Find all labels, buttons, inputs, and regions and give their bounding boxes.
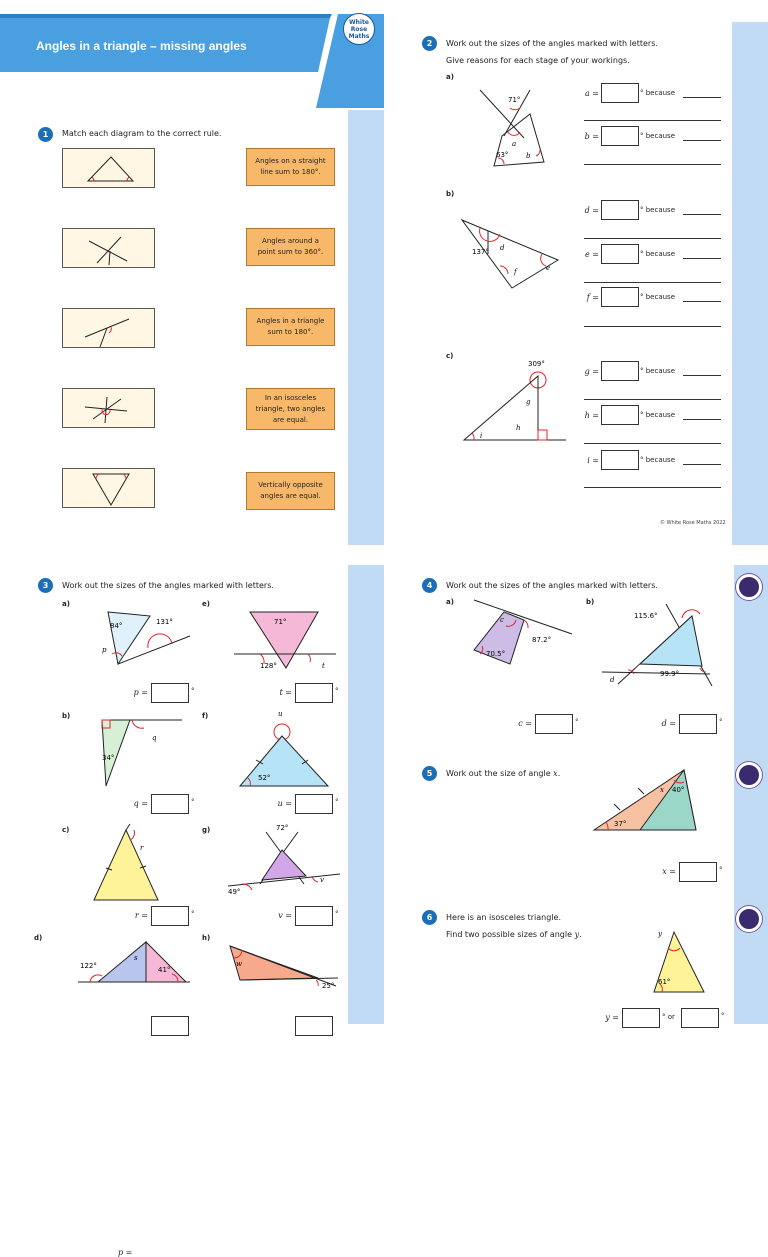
sidebar-page-2 (732, 22, 768, 545)
q2a-label-63: 63° (496, 151, 509, 159)
q5-label-x: x (660, 786, 664, 794)
q3-part-a: a) (62, 600, 70, 608)
q3-part-e: e) (202, 600, 210, 608)
q4a-label-70: 70.5° (486, 650, 506, 658)
q1-rule-2[interactable] (246, 228, 335, 266)
q6-diagram (648, 920, 718, 1000)
q3-answer-p-deg: ° (191, 687, 195, 695)
q3-answer-u-box[interactable] (295, 794, 333, 814)
thinking-icon-1 (736, 574, 762, 600)
q3f-label-52: 52° (258, 774, 271, 782)
q3-part-f: f) (202, 712, 209, 720)
q5-instruction (446, 768, 560, 779)
q4-answer-c-deg: ° (575, 718, 579, 726)
q2-answer-g-line-2 (584, 399, 721, 400)
q3f-label-u: u (278, 710, 283, 718)
q3a-label-84: 84° (110, 622, 123, 630)
q2-answer-f-line (683, 301, 721, 302)
q2-answer-a-box[interactable] (601, 83, 639, 103)
sidebar-page-4-fill (734, 565, 768, 1024)
q3-answer-q-text: q = (133, 799, 148, 808)
title-banner (0, 14, 384, 114)
q6-label-61: 61° (658, 978, 671, 986)
q2b-diagram (460, 214, 570, 294)
q3-answer-t-text: t = (279, 688, 292, 697)
q3-number: 3 (38, 578, 53, 593)
q2-answer-a-line (683, 97, 721, 98)
q2-answer-b-because: ° because (640, 132, 676, 140)
q4-number: 4 (422, 578, 437, 593)
q3-answer-t-deg: ° (335, 687, 339, 695)
rule-1-line-2: line sum to 180°. (260, 168, 321, 176)
logo-line-3: Maths (348, 33, 370, 40)
q6-answer-deg: ° (721, 1012, 725, 1020)
q2-answer-e-box[interactable] (601, 244, 639, 264)
q2b-label-f: f (514, 268, 517, 276)
q3-answer-p-box[interactable] (151, 683, 189, 703)
q2b-label-d: d (500, 244, 505, 252)
q3h-label-w: w (236, 960, 242, 968)
q3-answer-q-box[interactable] (151, 794, 189, 814)
q2-answer-i-label: i = (587, 456, 599, 465)
q2b-label-e: e (546, 264, 551, 272)
rule-3-line-2: sum to 180°. (267, 328, 314, 336)
q6-instruction-2 (446, 929, 582, 940)
q3b-label-q: q (152, 734, 157, 742)
q2-instruction-2: Give reasons for each stage of your workings. (446, 56, 630, 65)
q2-answer-e-line (683, 258, 721, 259)
q5-number: 5 (422, 766, 437, 781)
q2-number: 2 (422, 36, 437, 51)
q4-part-a: a) (446, 598, 454, 606)
vertically-opposite-diagram (63, 389, 156, 429)
q1-rule-3[interactable] (246, 308, 335, 346)
q4-part-b: b) (586, 598, 595, 606)
q2-answer-e-line-2 (584, 282, 721, 283)
q6-instruction-2-prefix: Find two possible sizes of angle (446, 930, 575, 939)
q6-answer-box-1[interactable] (622, 1008, 660, 1028)
q2-answer-f-box[interactable] (601, 287, 639, 307)
logo-line-2: Rose (350, 26, 368, 33)
logo-line-1: White (349, 19, 369, 26)
q3g-label-72: 72° (276, 824, 289, 832)
q5-label-40: 40° (672, 786, 685, 794)
q2-answer-e-label: e = (585, 250, 599, 259)
q5-answer-box[interactable] (679, 862, 717, 882)
rule-4-line-2: triangle, two angles (255, 404, 326, 413)
q2-answer-a-because: ° because (640, 89, 676, 97)
q3-answer-v-box[interactable] (295, 906, 333, 926)
q3e-label-t: t (322, 662, 325, 670)
q1-diagram-1[interactable] (62, 148, 155, 188)
page-title: Angles in a triangle – missing angles (36, 39, 247, 53)
q2c-label-h: h (516, 424, 521, 432)
q2-part-c: c) (446, 352, 454, 360)
q3-answer-q-deg: ° (191, 798, 195, 806)
q2-answer-g-label: g = (584, 367, 599, 376)
q3f-diagram (236, 708, 336, 792)
q2-answer-a-line-2 (584, 120, 721, 121)
q3h-label-25: 25° (322, 982, 335, 990)
q2-answer-e-because: ° because (640, 250, 676, 258)
q2-answer-g-because: ° because (640, 367, 676, 375)
thinking-icon-3 (736, 906, 762, 932)
rule-4-line-1: In an isosceles (264, 393, 317, 402)
q3e-label-71: 71° (274, 618, 287, 626)
q3-part-d: d) (34, 934, 43, 942)
rule-1-line-1: Angles on a straight (255, 157, 326, 165)
q3-answer-v-deg: ° (335, 910, 339, 918)
q2-answer-d-label: d = (584, 206, 599, 215)
q5-answer-deg: ° (719, 866, 723, 874)
q2-answer-f-line-2 (584, 326, 721, 327)
q3e-label-128: 128° (260, 662, 277, 670)
rule-3-line-1: Angles in a triangle (256, 317, 325, 325)
angles-around-point-diagram (63, 229, 156, 269)
q3-answer-t-box[interactable] (295, 683, 333, 703)
q2-answer-g-box[interactable] (601, 361, 639, 381)
q2-answer-d-line-2 (584, 238, 721, 239)
q3-part-h: h) (202, 934, 211, 942)
q3d-label-41: 41° (158, 966, 171, 974)
q3-answer-p-text: p = (133, 688, 148, 697)
q3h-diagram (226, 942, 346, 992)
q2-answer-b-line (683, 140, 721, 141)
q2b-label-137: 137° (472, 248, 489, 256)
q6-instruction-2-var: y (574, 930, 580, 939)
q1-number: 1 (38, 127, 53, 142)
q3-answer-u-text: u = (277, 799, 292, 808)
q2-answer-h-line (683, 419, 721, 420)
q3e-diagram (230, 606, 340, 676)
q4b-label-99: 99.9° (660, 670, 680, 678)
q4a-label-c: c (500, 616, 504, 624)
q3a-label-p: p (102, 646, 107, 654)
q6-label-y: y (658, 930, 662, 938)
q3-answer-v-text: v = (278, 911, 292, 920)
q3g-label-v: v (320, 876, 324, 884)
q2-answer-h-because: ° because (640, 411, 676, 419)
q4b-diagram (596, 602, 726, 692)
q5-instruction-var: x (553, 769, 558, 778)
sidebar-page-1 (348, 110, 384, 545)
sidebar-page-3 (348, 565, 384, 1024)
rule-4-line-3: are equal. (272, 415, 309, 424)
q3-part-b: b) (62, 712, 71, 720)
q1-diagram-4[interactable] (62, 388, 155, 428)
rule-2-line-1: Angles around a (262, 237, 319, 245)
q2-answer-b-line-2 (584, 164, 721, 165)
q2-answer-d-box[interactable] (601, 200, 639, 220)
straight-line-diagram (63, 309, 156, 349)
q4b-label-d: d (610, 676, 615, 684)
q2-answer-i-box[interactable] (601, 450, 639, 470)
q3b-label-34: 34° (102, 754, 115, 762)
q5-answer-text: x = (662, 867, 676, 876)
page-2 (384, 0, 768, 545)
q1-rule-4[interactable] (246, 388, 335, 430)
q4b-label-115: 115.6° (634, 612, 658, 620)
q2-part-a: a) (446, 73, 454, 81)
q2a-label-71: 71° (508, 96, 521, 104)
thinking-icon-2 (736, 762, 762, 788)
q2-answer-h-line-2 (584, 443, 721, 444)
q3-answer-r-box[interactable] (151, 906, 189, 926)
page-4 (384, 560, 768, 1024)
q3-part-c: c) (62, 826, 70, 834)
q6-instruction-2-suffix: . (579, 930, 582, 939)
q2-answer-i-line (683, 464, 721, 465)
q2-part-b: b) (446, 190, 455, 198)
q3-answer-w-box[interactable] (295, 1016, 333, 1036)
q3g-label-49: 49° (228, 888, 241, 896)
q2c-diagram (460, 356, 570, 446)
q2-answer-b-label: b = (584, 132, 599, 141)
copyright: © White Rose Maths 2022 (660, 520, 726, 526)
q3-answer-r-text: r = (134, 911, 148, 920)
q2-answer-h-label: h = (584, 411, 599, 420)
q2-answer-i-because: ° because (640, 456, 676, 464)
q3a-label-131: 131° (156, 618, 173, 626)
q2-answer-d-because: ° because (640, 206, 676, 214)
rule-5-line-2: angles are equal. (260, 492, 321, 500)
page-3 (0, 560, 384, 1257)
q3a-diagram (86, 608, 196, 678)
q3-instruction: Work out the sizes of the angles marked with letters. (62, 581, 274, 590)
isosceles-diagram (63, 149, 156, 189)
q1-rule-5[interactable] (246, 472, 335, 510)
q6-number: 6 (422, 910, 437, 925)
q3b-diagram (98, 716, 188, 796)
q4-instruction: Work out the sizes of the angles marked with letters. (446, 581, 658, 590)
q3d-label-122: 122° (80, 962, 97, 970)
rule-5-line-1: Vertically opposite (258, 481, 323, 489)
q2-answer-f-label: f = (586, 293, 599, 302)
q6-answer-or: ° or (662, 1013, 675, 1021)
q2a-diagram (474, 84, 554, 174)
q2c-label-309: 309° (528, 360, 545, 368)
q3d-label-s: s (134, 954, 138, 962)
q2-answer-f-because: ° because (640, 293, 676, 301)
page-1 (0, 0, 384, 545)
q3-answer-p-label: p = (118, 1248, 133, 1257)
q4a-label-87: 87.2° (532, 636, 552, 644)
rule-2-line-2: point sum to 360°. (257, 248, 324, 256)
q6-instruction-1: Here is an isosceles triangle. (446, 913, 561, 922)
q3-answer-u-deg: ° (335, 798, 339, 806)
q1-instruction: Match each diagram to the correct rule. (62, 129, 222, 138)
q2c-label-i: i (480, 432, 483, 440)
q1-diagram-5[interactable] (62, 468, 155, 508)
inverted-triangle-diagram (63, 469, 156, 509)
q3g-diagram (224, 822, 344, 902)
q2-answer-i-line-2 (584, 487, 721, 488)
q3c-label-r: r (140, 844, 144, 852)
q3c-diagram (90, 824, 180, 904)
q4-answer-c-text: c = (518, 719, 532, 728)
q3d-diagram (74, 938, 194, 998)
q2-answer-g-line (683, 375, 721, 376)
q2-answer-a-label: a = (584, 89, 599, 98)
q3-answer-r-deg: ° (191, 910, 195, 918)
q5-instruction-suffix: . (557, 769, 561, 778)
q4-answer-d-box[interactable] (679, 714, 717, 734)
q1-diagram-3[interactable] (62, 308, 155, 348)
logo (343, 13, 375, 45)
q1-diagram-2[interactable] (62, 228, 155, 268)
q6-answer-box-2[interactable] (681, 1008, 719, 1028)
q2a-label-a: a (512, 140, 517, 148)
q3-answer-s-box[interactable] (151, 1016, 189, 1036)
q2-answer-h-box[interactable] (601, 405, 639, 425)
q2c-label-g: g (526, 398, 531, 406)
q4-answer-c-box[interactable] (535, 714, 573, 734)
q4a-diagram (472, 598, 582, 678)
q2-answer-d-line (683, 214, 721, 215)
q1-rule-1[interactable] (246, 148, 335, 186)
q4-answer-d-deg: ° (719, 718, 723, 726)
q5-instruction-prefix: Work out the size of angle (446, 769, 554, 778)
q2a-label-b: b (526, 152, 531, 160)
q6-answer-text: y = (605, 1013, 619, 1022)
q3-part-g: g) (202, 826, 211, 834)
q5-label-37: 37° (614, 820, 627, 828)
q2-answer-b-box[interactable] (601, 126, 639, 146)
q4-answer-d-text: d = (661, 719, 676, 728)
q5-diagram (592, 766, 702, 836)
q2-instruction: Work out the sizes of the angles marked with letters. (446, 39, 658, 48)
